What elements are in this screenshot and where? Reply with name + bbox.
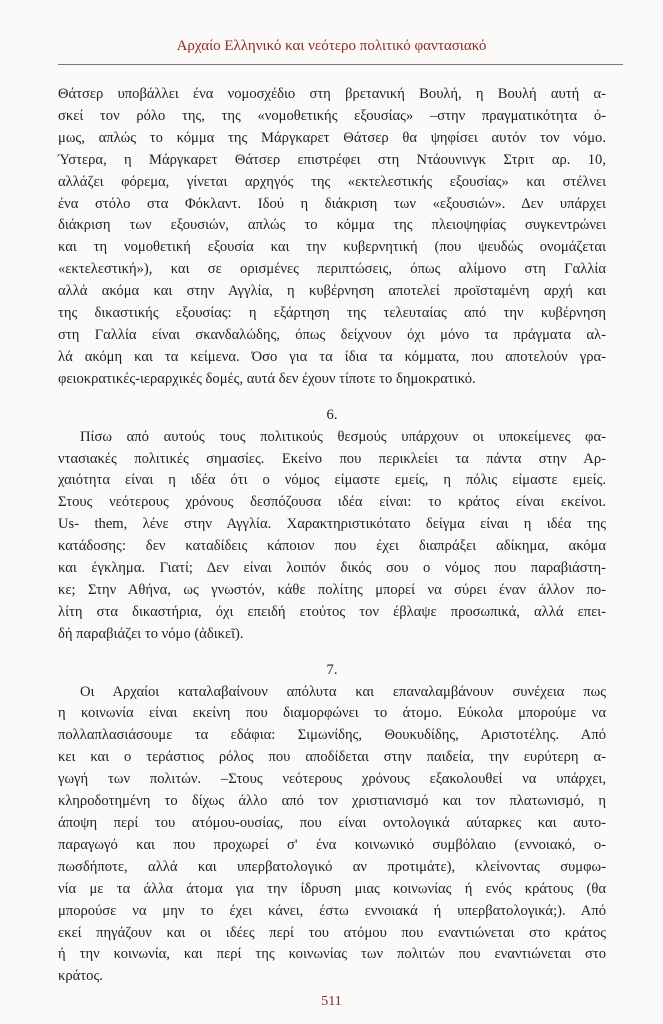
text-line: Θάτσερ υποβάλλει ένα νομοσχέδιο στη βρετανική Βουλή, η Βουλή αυτή α-: [58, 86, 606, 102]
text-line: κει και ο τεράστιος ρόλος που αποδίδεται στην παιδεία, την ευρύτερη α-: [58, 749, 606, 766]
text-line: ντασιακές πολιτικές σημασίες. Εκείνο που περικλείει τα πάντα στην Αρ-: [58, 450, 606, 467]
text-line: κράτος.: [58, 968, 103, 985]
paragraph-section-6: [58, 427, 606, 646]
text-line: κατάδοσης: δεν καταδίδεις κάποιον που έχει διαπράξει αδίκημα, ακόμα: [58, 538, 606, 555]
section-number-7: 7.: [326, 661, 338, 678]
text-line: πωσδήποτε, αλλά και υπερβατολογικό αν προτιμάτε), κλείνοντας συμφω-: [58, 858, 606, 875]
text-line: Us- them, λένε στην Αγγλία. Χαρακτηριστικότατο δείγμα είναι η ιδέα της: [58, 516, 606, 533]
text-line: άποψη περί του ατόμου-ουσίας, που είναι οντολογικά αύταρκες και αυτο-: [58, 815, 606, 831]
text-line: σκεί τον ρόλο της, της «νομοθετικής εξουσίας» –στην πραγματικότητα ό-: [58, 107, 606, 124]
text-line: αλλά ακόμα και στην Αγγλία, η κυβέρνηση αποτελεί προϊσταμένη αρχή και: [58, 283, 606, 300]
text-line: και τη νομοθετική εξουσία και την κυβερνητική (που ψευδώς ονομάζεται: [58, 239, 606, 256]
text-line: «εκτελεστική»), και σε ορισμένες περιπτώσεις, όπως αλίμονο στη Γαλλία: [58, 261, 606, 278]
text-line: Στους νεότερους χρόνους δεσπόζουσα ιδέα είναι: το κράτος είναι εκείνοι.: [58, 494, 606, 511]
page-number: 511: [321, 994, 342, 1009]
text-line: κε; Στην Αθήνα, ως γνωστόν, κάθε πολίτης μπορεί να σύρει έναν άλλον πο-: [58, 581, 606, 598]
text-line: Πίσω από αυτούς τους πολιτικούς θεσμούς υπάρχουν οι υποκείμενες φα-: [80, 428, 606, 445]
text-line: μπορούσε να μην το έχει κάνει, έστω εννοιακά ή υπερβατολογικά;). Από: [58, 902, 606, 919]
text-line: χαιότητα είναι η ιδέα ότι ο νόμος είμαστε εμείς, η πόλις είμαστε εμείς.: [58, 472, 606, 489]
text-line: κληροδοτημένη το δίχως άλλο από τον χριστιανισμό και τον πλατωνισμό, η: [58, 793, 606, 810]
text-line: γωγή των πολιτών. –Στους νεότερους χρόνους εξακολουθεί να υπάρχει,: [58, 771, 606, 788]
text-line: της δικαστικής εξουσίας: η εξάρτηση της τελευταίας από την κυβέρνηση: [58, 305, 606, 322]
text-line: Οι Αρχαίοι καταλαβαίνουν απόλυτα και επαναλαμβάνουν συνέχεια πως: [80, 683, 606, 700]
text-line: ή την κοινωνία, και περί της κοινωνίας των πολιτών που εναντιώνεται στο: [58, 946, 606, 963]
text-line: νία με τα άλλα άτομα για την ίδρυση μιας κοινωνίας ή ενός κράτους (θα: [58, 880, 606, 897]
text-line: φειοκρατικές-ιεραρχικές δομές, αυτά δεν έχουν τίποτε το δημοκρατικό.: [58, 370, 476, 387]
text-line: πολλαπλασιάσουμε τα εδάφια: Σιμωνίδης, Θουκυδίδης, Αριστοτέλης. Από: [58, 727, 606, 744]
header-rule: [58, 64, 623, 65]
paragraph-continuation: [58, 84, 606, 391]
text-line: η κοινωνία είναι εκείνη που διαμορφώνει το άτομο. Εύκολα μπορούμε να: [58, 705, 606, 722]
text-line: διάκριση των εξουσιών, απλώς το κόμμα της πλειοψηφίας συγκεντρώνει: [58, 217, 606, 234]
text-line: παραγωγό και που προχωρεί σ' ένα κοινωνικό συμβόλαιο (εννοιακό, ο-: [58, 836, 606, 853]
text-line: λίτη στα δικαστήρια, όχι επειδή ετούτος τον έβλαψε προσωπικά, αλλά επει-: [58, 603, 606, 620]
page-body: [58, 84, 606, 1002]
text-line: μως, απλώς το κόμμα της Μάργκαρετ Θάτσερ θα ψηφίσει αυτόν τον νόμο.: [58, 129, 606, 146]
text-line: και έγκλημα. Γιατί; Δεν είναι λοιπόν δικός σου ο νόμος που παραβιάστη-: [58, 560, 606, 577]
text-line: στη Γαλλία είναι σκανδαλώδης, όπως δείχνουν όχι μόνο τα πράγματα αλ-: [58, 326, 606, 343]
text-line: Ύστερα, η Μάργκαρετ Θάτσερ επιστρέφει στη Ντάουνινγκ Στριτ αρ. 10,: [58, 151, 606, 168]
text-line: δή παραβιάζει το νόμο (ἀδικεῖ).: [58, 625, 244, 642]
text-line: εκεί πηγάζουν και οι ιδέες περί του ατόμου που εναντιώνεται στο κράτος: [58, 924, 606, 941]
text-line: ένα στόλο στα Φόκλαντ. Ιδού η διάκριση των «εξουσιών». Δεν υπάρχει: [58, 195, 606, 212]
section-number-6: 6.: [326, 406, 338, 423]
running-header: Αρχαίο Ελληνικό και νεότερο πολιτικό φαντασιακό: [176, 38, 487, 54]
text-line: αλλάζει φόρεμα, γίνεται αρχηγός της «εκτελεστικής εξουσίας» και στέλνει: [58, 173, 606, 190]
text-line: λά ακόμη και τα κείμενα. Όσο για τα ίδια τα κόμματα, που αποτελούν γρα-: [58, 348, 606, 365]
paragraph-section-7: [58, 682, 606, 989]
